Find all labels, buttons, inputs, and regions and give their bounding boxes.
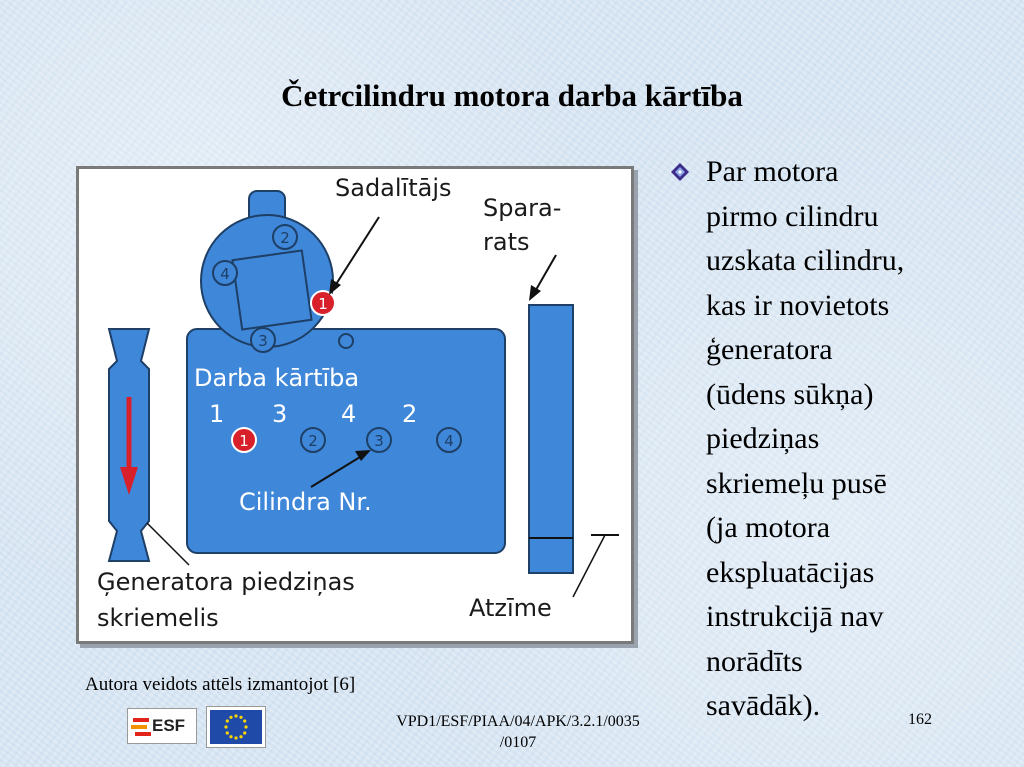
distributor-num-1: 1 bbox=[318, 295, 328, 313]
cylinder-num-4: 4 bbox=[444, 432, 454, 450]
bullet-text: Par motora pirmo cilindru uzskata cilindru, kas ir novietots ģeneratora (ūdens sūkņa) piedziņas skriemeļu pusē (ja motora ekspluatācijas instrukcijā nav norādīts savādāk). bbox=[706, 155, 905, 722]
eu-flag-icon bbox=[207, 707, 265, 747]
footer-reference-line-2: /0107 bbox=[499, 734, 537, 751]
distributor-num-2: 2 bbox=[280, 229, 290, 247]
label-pulley-2: skriemelis bbox=[97, 604, 219, 632]
esf-mark-icon bbox=[131, 712, 153, 742]
distributor-num-4: 4 bbox=[220, 265, 230, 283]
figure-caption: Autora veidots attēls izmantojot [6] bbox=[85, 674, 356, 695]
label-cylinder-no: Cilindra Nr. bbox=[239, 488, 372, 516]
firing-order-4: 2 bbox=[402, 400, 418, 428]
distributor-rotor bbox=[232, 250, 311, 329]
flywheel-pointer-head bbox=[529, 285, 541, 301]
firing-order-2: 3 bbox=[272, 400, 288, 428]
slide-title: Četrcilindru motora darba kārtība bbox=[281, 78, 743, 113]
cylinder-num-2: 2 bbox=[308, 432, 318, 450]
label-pulley-1: Ģeneratora piedziņas bbox=[97, 568, 355, 596]
eu-logo bbox=[206, 706, 266, 748]
label-mark: Atzīme bbox=[469, 594, 552, 622]
cylinder-num-3: 3 bbox=[374, 432, 384, 450]
label-firing-order: Darba kārtība bbox=[194, 364, 360, 392]
esf-logo bbox=[127, 708, 197, 744]
small-hole bbox=[339, 334, 353, 348]
label-flywheel-1: Spara- bbox=[483, 194, 562, 222]
distributor-num-3: 3 bbox=[258, 332, 268, 350]
mark-pointer-line bbox=[573, 535, 605, 597]
esf-logo-text: ESF bbox=[152, 716, 186, 735]
label-flywheel-2: rats bbox=[483, 228, 530, 256]
page-number: 162 bbox=[908, 711, 932, 728]
pulley-pointer-line bbox=[147, 523, 189, 565]
firing-order-3: 4 bbox=[341, 400, 357, 428]
label-distributor: Sadalītājs bbox=[335, 174, 452, 202]
diamond-bullet-icon bbox=[670, 162, 690, 182]
distributor-pointer-line bbox=[333, 217, 379, 289]
cylinder-num-1: 1 bbox=[239, 432, 249, 450]
distributor-pointer-head bbox=[329, 279, 341, 295]
footer-reference bbox=[358, 711, 678, 753]
footer-reference-line-1: VPD1/ESF/PIAA/04/APK/3.2.1/0035 bbox=[396, 713, 640, 730]
engine-firing-order-figure bbox=[76, 166, 634, 644]
firing-order-1: 1 bbox=[209, 400, 225, 428]
flywheel bbox=[529, 305, 573, 573]
